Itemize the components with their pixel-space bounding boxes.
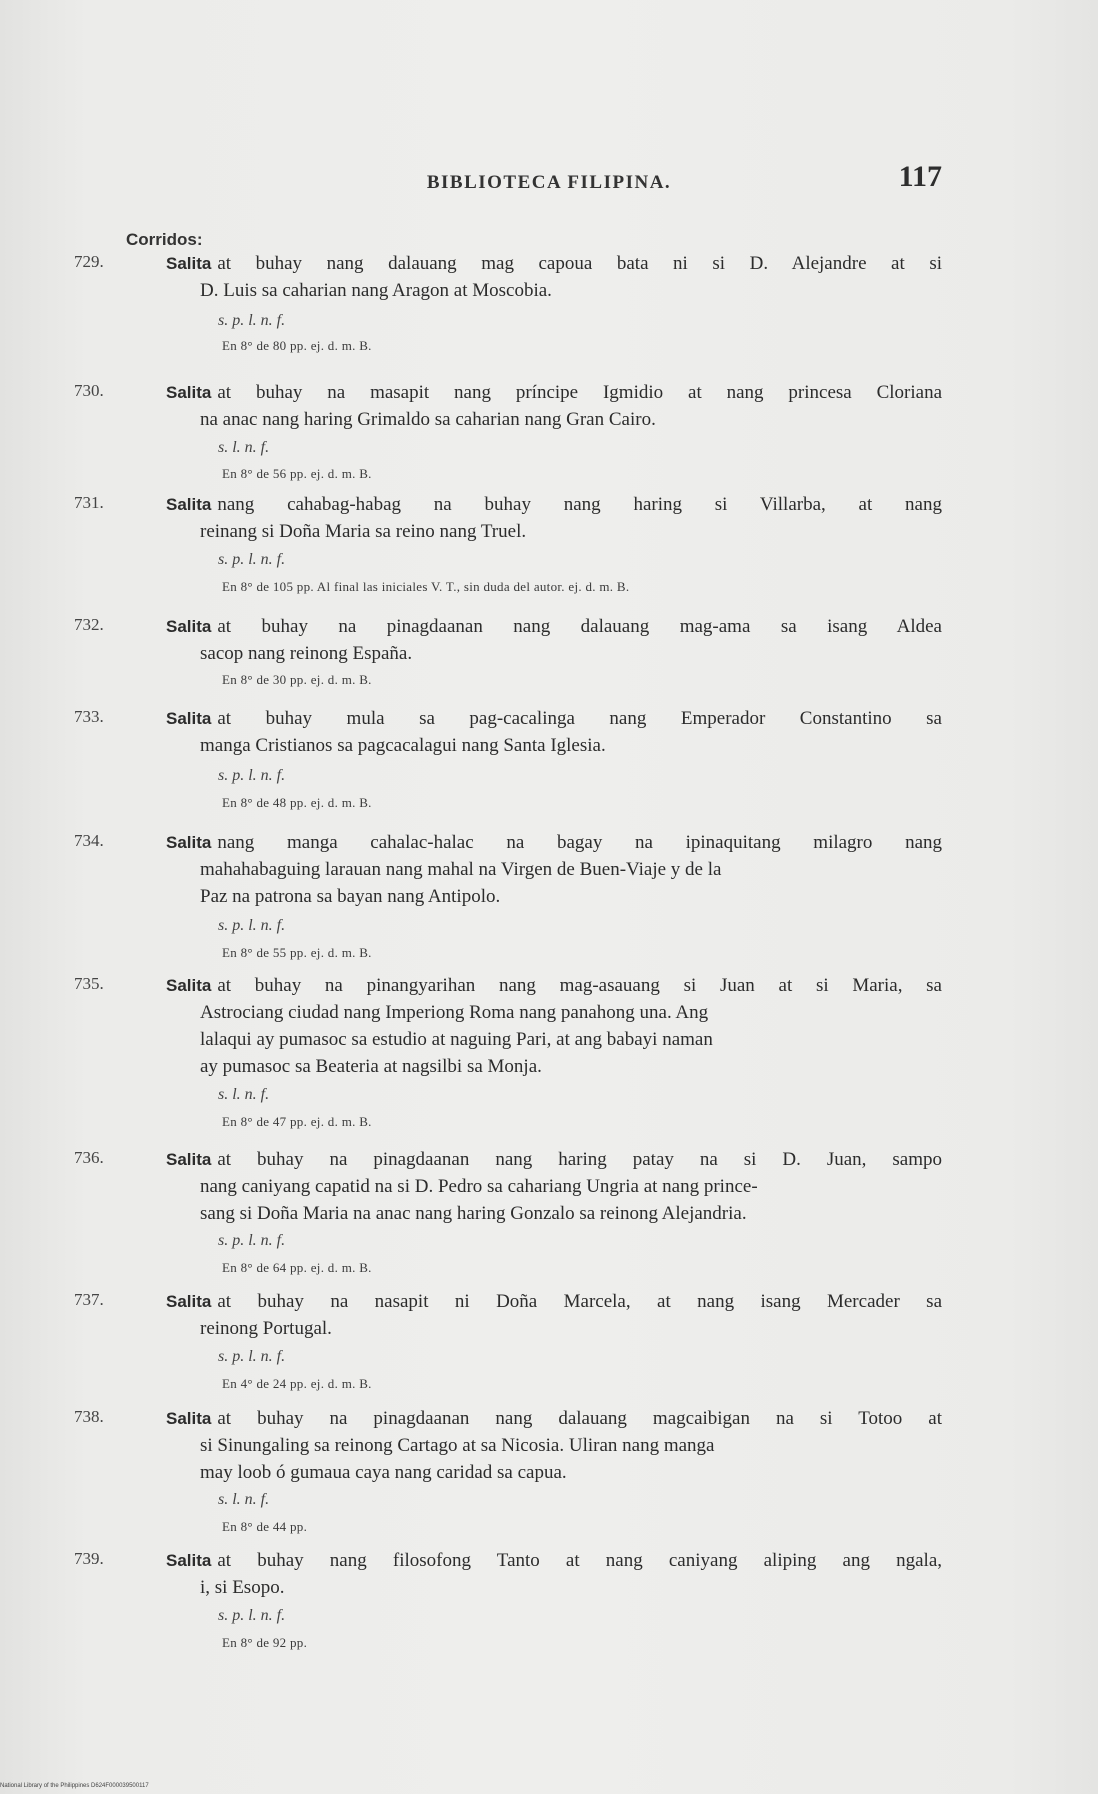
entry-sigla: s. p. l. n. f. <box>218 917 286 934</box>
entry-lead-word: Salita <box>166 383 212 402</box>
entry-title-line: at buhay mula sa pag-cacalinga nang Emperador Constantino sa <box>217 708 942 729</box>
entry-text <box>166 972 942 1080</box>
entry-lead-word: Salita <box>166 1409 212 1428</box>
scan-footer-note: National Library of the Philippines D624F000039500117 <box>0 1783 149 1789</box>
entry-number: 735. <box>74 974 104 993</box>
entry-title-continuation: lalaqui ay pumasoc sa estudio at naguing Pari, at ang babayi naman <box>200 1029 713 1050</box>
entry-title-continuation: ay pumasoc sa Beateria at nagsilbi sa Monja. <box>200 1056 542 1077</box>
entry-title-continuation: si Sinungaling sa reinong Cartago at sa Nicosia. Uliran nang manga <box>200 1435 715 1456</box>
entry-collation: En 8° de 55 pp. ej. d. m. B. <box>222 945 372 960</box>
entry-sigla: s. p. l. n. f. <box>218 551 286 568</box>
entry-sigla: s. p. l. n. f. <box>218 1348 286 1365</box>
entry-lead-word: Salita <box>166 709 212 728</box>
entry-text <box>166 705 942 759</box>
entry-number: 739. <box>74 1549 104 1568</box>
entry-collation: En 8° de 30 pp. ej. d. m. B. <box>222 672 372 687</box>
entry-number: 738. <box>74 1407 104 1426</box>
entry-text <box>166 491 942 545</box>
entry-title-continuation: Paz na patrona sa bayan nang Antipolo. <box>200 886 501 907</box>
entry-sigla: s. p. l. n. f. <box>218 312 286 329</box>
entry-number: 731. <box>74 493 104 512</box>
entry-number: 734. <box>74 831 104 850</box>
entry-title-continuation: na anac nang haring Grimaldo sa caharian nang Gran Cairo. <box>200 409 656 430</box>
entry-sigla: s. p. l. n. f. <box>218 1232 286 1249</box>
entry-text <box>166 1405 942 1486</box>
entry-number: 736. <box>74 1148 104 1167</box>
entry-collation: En 8° de 105 pp. Al final las iniciales V. T., sin duda del autor. ej. d. m. B. <box>222 579 630 594</box>
entry-lead-word: Salita <box>166 1150 212 1169</box>
entry-text <box>166 1288 942 1342</box>
entry-number: 732. <box>74 615 104 634</box>
entry-title-continuation: may loob ó gumaua caya nang caridad sa capua. <box>200 1462 567 1483</box>
entry-text <box>166 1547 942 1601</box>
entry-title-line: at buhay na pinagdaanan nang dalauang mag-ama sa isang Aldea <box>217 616 942 637</box>
entry-title-line: at buhay nang filosofong Tanto at nang caniyang aliping ang ngala, <box>217 1550 942 1571</box>
entry-title-continuation: i, si Esopo. <box>200 1577 285 1598</box>
entry-lead-word: Salita <box>166 976 212 995</box>
entry-lead-word: Salita <box>166 1292 212 1311</box>
entry-title-continuation: sacop nang reinong España. <box>200 643 413 664</box>
entry-collation: En 8° de 92 pp. <box>222 1635 308 1650</box>
entry-text <box>166 379 942 433</box>
entry-title-line: at buhay na pinagdaanan nang dalauang magcaibigan na si Totoo at <box>217 1408 942 1429</box>
entry-text <box>166 250 942 304</box>
entry-number: 729. <box>74 252 104 271</box>
entry-title-continuation: manga Cristianos sa pagcacalagui nang Santa Iglesia. <box>200 735 606 756</box>
entry-collation: En 8° de 47 pp. ej. d. m. B. <box>222 1114 372 1129</box>
entry-collation: En 8° de 64 pp. ej. d. m. B. <box>222 1260 372 1275</box>
entry-lead-word: Salita <box>166 495 212 514</box>
entry-sigla: s. p. l. n. f. <box>218 767 286 784</box>
entry-title-line: at buhay na masapit nang príncipe Igmidio at nang princesa Cloriana <box>217 382 942 403</box>
entry-lead-word: Salita <box>166 617 212 636</box>
entry-title-continuation: reinang si Doña Maria sa reino nang Truel. <box>200 521 527 542</box>
entry-text <box>166 829 942 910</box>
entry-lead-word: Salita <box>166 254 212 273</box>
entry-sigla: s. l. n. f. <box>218 1491 270 1508</box>
entry-collation: En 8° de 44 pp. <box>222 1519 308 1534</box>
entry-number: 737. <box>74 1290 104 1309</box>
entry-collation: En 8° de 48 pp. ej. d. m. B. <box>222 795 372 810</box>
entry-title-line: nang manga cahalac-halac na bagay na ipinaquitang milagro nang <box>217 832 942 853</box>
page-number: 117 <box>898 160 942 193</box>
entry-title-continuation: nang caniyang capatid na si D. Pedro sa cahariang Ungria at nang prince- <box>200 1176 758 1197</box>
entry-title-line: at buhay na pinagdaanan nang haring patay na si D. Juan, sampo <box>217 1149 942 1170</box>
entry-lead-word: Salita <box>166 1551 212 1570</box>
entry-title-continuation: reinong Portugal. <box>200 1318 332 1339</box>
entry-title-line: at buhay na pinangyarihan nang mag-asauang si Juan at si Maria, sa <box>217 975 942 996</box>
entry-text <box>166 1146 942 1227</box>
entry-sigla: s. l. n. f. <box>218 1086 270 1103</box>
running-title: BIBLIOTECA FILIPINA. <box>426 172 672 193</box>
entry-number: 730. <box>74 381 104 400</box>
entry-title-continuation: D. Luis sa caharian nang Aragon at Moscobia. <box>200 280 552 301</box>
entry-title-line: nang cahabag-habag na buhay nang haring si Villarba, at nang <box>217 494 942 515</box>
entry-sigla: s. p. l. n. f. <box>218 1607 286 1624</box>
entry-title-continuation: sang si Doña Maria na anac nang haring Gonzalo sa reinong Alejandria. <box>200 1203 747 1224</box>
entry-collation: En 8° de 56 pp. ej. d. m. B. <box>222 466 372 481</box>
entry-title-continuation: mahahabaguing larauan nang mahal na Virgen de Buen-Viaje y de la <box>200 859 722 880</box>
entry-collation: En 4° de 24 pp. ej. d. m. B. <box>222 1376 372 1391</box>
entry-number: 733. <box>74 707 104 726</box>
entry-text <box>166 613 942 667</box>
entry-sigla: s. l. n. f. <box>218 439 270 456</box>
entry-title-continuation: Astrociang ciudad nang Imperiong Roma nang panahong una. Ang <box>200 1002 709 1023</box>
entry-lead-word: Salita <box>166 833 212 852</box>
entry-collation: En 8° de 80 pp. ej. d. m. B. <box>222 338 372 353</box>
section-heading: Corridos: <box>126 230 203 249</box>
entry-title-line: at buhay na nasapit ni Doña Marcela, at nang isang Mercader sa <box>217 1291 942 1312</box>
entry-title-line: at buhay nang dalauang mag capoua bata ni si D. Alejandre at si <box>217 253 942 274</box>
